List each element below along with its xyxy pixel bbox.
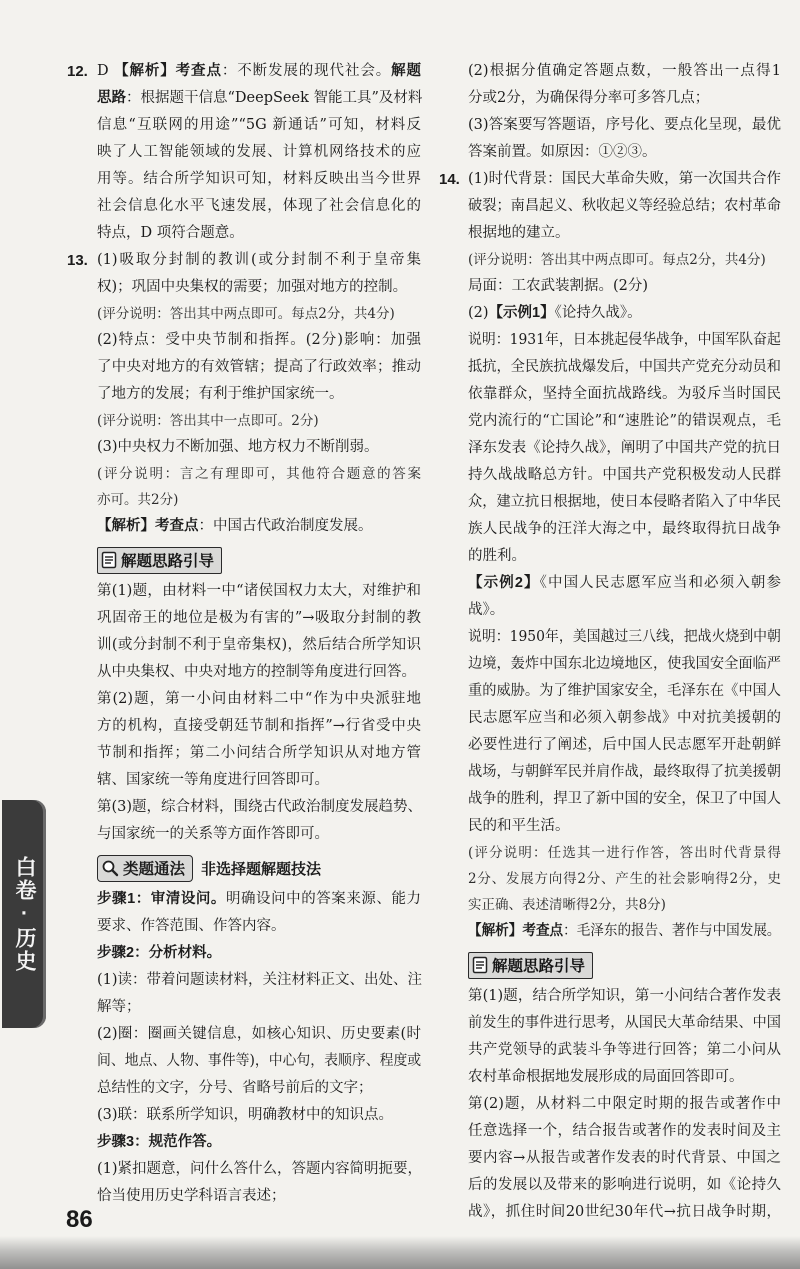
text-line — [97, 686, 421, 713]
text-line — [468, 381, 781, 408]
text-line — [468, 327, 781, 354]
text-line — [468, 543, 781, 570]
text-line — [97, 434, 421, 461]
text-line — [439, 166, 781, 193]
line-text: 第(3)题，综合材料，围绕古代政治制度发展趋势、 — [97, 799, 423, 815]
text-line — [97, 354, 421, 381]
text-line — [97, 381, 421, 408]
line-text: 第(1)题，由材料一中“诸侯国权力太大，对维护和 — [97, 583, 421, 599]
text-line — [97, 1075, 421, 1102]
text-line — [468, 112, 781, 139]
text-line — [468, 408, 781, 435]
method-tag-label: 类题通法 — [123, 861, 186, 878]
text-line — [67, 58, 421, 85]
line-text: 【示例2】《中国人民志愿军应当和必须入朝参 — [468, 575, 781, 591]
text-line — [468, 1145, 781, 1172]
line-text — [97, 940, 421, 967]
line-text: (3)联：联系所学知识，明确教材中的知识点。 — [97, 1107, 394, 1123]
guide-heading-row — [468, 949, 781, 981]
question-number: 14. — [439, 171, 460, 188]
side-tab-label: 白卷·历史 — [13, 855, 36, 973]
text-line — [468, 1118, 781, 1145]
text-line — [468, 300, 781, 327]
line-text: 方的机构，直接受朝廷节制和指挥”→行省受中央 — [97, 718, 421, 734]
bold-label: 【解析】考查点 — [114, 63, 222, 79]
line-text: (2)【示例1】《论持久战》。 — [468, 305, 642, 321]
line-text: 答案前置。如原因：①②③。 — [468, 144, 657, 160]
text-line — [97, 112, 421, 139]
line-text: 特点，D 项符合题意。 — [97, 225, 244, 241]
document-icon — [101, 551, 117, 569]
line-text: (1)读：带着问题读材料，关注材料正文、出处、注 — [97, 972, 423, 988]
line-text: 恰当使用历史学科语言表述； — [97, 1188, 286, 1204]
line-text: (评分说明：答出其中两点即可。每点2分，共4分) — [97, 306, 395, 322]
line-text: 了地方的发展；有利于维护国家统一。 — [97, 386, 344, 402]
text-line — [67, 247, 421, 274]
line-text: (2)特点：受中央节制和指挥。(2分)影响：加强 — [97, 332, 421, 348]
method-title: 非选择题解题技法 — [201, 860, 322, 878]
scoring-note-line — [97, 461, 421, 487]
text-line — [468, 354, 781, 381]
bold-label: 步骤1：审清设问。 — [97, 891, 226, 907]
text-line — [468, 462, 781, 489]
line-text: 说明：1950年，美国越过三八线，把战火烧到中朝 — [468, 629, 781, 645]
line-text: (评分说明：言之有理即可，其他符合题意的答案 — [97, 466, 421, 482]
question-number: 13. — [67, 252, 88, 269]
text-line — [97, 1183, 421, 1210]
line-text: 的胜利。 — [468, 548, 526, 564]
line-text: (2)根据分值确定答题点数，一般答出一点得1 — [468, 63, 781, 79]
text-line — [97, 513, 421, 540]
line-text: 农村革命根据地发展形成的局面回答即可。 — [468, 1069, 744, 1085]
text-line — [468, 678, 781, 705]
text-line — [468, 1091, 781, 1118]
line-text: 党内流行的“亡国论”和“速胜论”的错误观点，毛 — [468, 413, 781, 429]
line-text: 族人民战争的汪洋大海之中，最终取得抗日战争 — [468, 521, 781, 537]
line-text: (3)中央权力不断加强、地方权力不断削弱。 — [97, 439, 379, 455]
line-text: 【解析】考查点：中国古代政治制度发展。 — [97, 518, 373, 534]
text-line — [468, 624, 781, 651]
scoring-note-line — [468, 247, 781, 273]
line-text: (3)答案要写答题语，序号化、要点化呈现，最优 — [468, 117, 781, 133]
line-text: 说明：1931年，日本挑起侵华战争，中国军队奋起 — [468, 332, 781, 348]
line-text: 破裂；南昌起义、秋收起义等经验总结；农村革命 — [468, 198, 782, 214]
line-text: 边境，轰炸中国东北边境地区，使我国安全面临严 — [468, 656, 782, 672]
text-line — [97, 1021, 421, 1048]
text-line — [468, 570, 781, 597]
text-line — [97, 794, 421, 821]
text-line — [468, 1172, 781, 1199]
line-text: 战争的胜利，捍卫了新中国的安全，保卫了中国人 — [468, 791, 782, 807]
line-text: 步骤1：审清设问。明确设问中的答案来源、能力 — [97, 891, 421, 907]
text-line — [97, 994, 421, 1021]
text-line — [468, 732, 781, 759]
line-text: 抵抗，全民族抗战爆发后，中国共产党充分动员和 — [468, 359, 782, 375]
line-text: 亦可。共2分) — [97, 492, 179, 508]
line-text: 后的发展以及带来的影响进行说明，如《论持久 — [468, 1177, 781, 1193]
solution-guide-heading — [468, 952, 593, 979]
text-line — [468, 918, 781, 945]
text-line — [468, 273, 781, 300]
question-number: 12. — [67, 63, 88, 80]
scoring-note-line — [468, 840, 781, 866]
text-line — [97, 886, 421, 913]
text-line — [97, 659, 421, 686]
line-text: 与国家统一的关系等方面作答即可。 — [97, 826, 329, 842]
text-line — [97, 632, 421, 659]
text-line — [468, 651, 781, 678]
text-line — [468, 705, 781, 732]
line-text: 战》。 — [468, 602, 505, 618]
text-line — [97, 605, 421, 632]
line-text: 节制和指挥；第二小问结合所学知识从对地方管 — [97, 745, 421, 761]
bold-label: 步骤2：分析材料。 — [97, 945, 222, 961]
text-line — [97, 220, 421, 247]
text-line — [468, 983, 781, 1010]
method-heading-row — [97, 852, 421, 884]
text-line — [97, 713, 421, 740]
line-text: 泽东发表《论持久战》，阐明了中国共产党的抗日 — [468, 440, 781, 456]
line-text: 民志愿军应当和必须入朝参战》中对抗美援朝的 — [468, 710, 781, 726]
text-line — [97, 740, 421, 767]
line-text: 共产党领导的武装斗争等进行回答；第二小问从 — [468, 1042, 781, 1058]
line-text: (1)时代背景：国民大革命失败，第一次国共合作 — [468, 171, 781, 187]
text-line — [97, 327, 421, 354]
text-line — [468, 1010, 781, 1037]
line-text: 第(2)题，第一小问由材料二中“作为中央派驻地 — [97, 691, 421, 707]
line-text: (1)吸取分封制的教训(或分封制不利于皇帝集 — [97, 252, 421, 268]
bold-label: 【示例2】 — [468, 575, 540, 591]
text-line — [97, 193, 421, 220]
magnifier-icon — [101, 859, 119, 877]
line-text: 战》，抓住时间20世纪30年代→抗日战争时期， — [468, 1204, 781, 1220]
line-text: 解等； — [97, 999, 141, 1015]
line-text: D 【解析】考查点：不断发展的现代社会。解题 — [97, 63, 421, 79]
line-text: 间、地点、人物、事件等)，中心句，表顺序、程度或 — [97, 1053, 422, 1069]
text-line — [468, 813, 781, 840]
line-text: 信息“互联网的用途”“5G 新通话”可知，材料反 — [97, 117, 421, 133]
line-text: 用等。结合所学知识可知，材料反映出当今世界 — [97, 171, 421, 187]
line-text: 要内容→从报告或著作发表的时代背景、中国之 — [468, 1150, 781, 1166]
text-line — [468, 85, 781, 112]
line-text: 从中央集权、中央对地方的控制等角度进行回答。 — [97, 664, 416, 680]
page-number: 86 — [66, 1206, 93, 1233]
line-text: 民的和平生活。 — [468, 818, 570, 834]
text-line — [97, 578, 421, 605]
line-text: (2)圈：圈画关键信息，如核心知识、历史要素(时 — [97, 1026, 421, 1042]
bold-label: 【解析】考查点 — [97, 518, 199, 534]
line-text: 2分、发展方向得2分、产生的社会影响得2分，史 — [468, 871, 781, 887]
line-text: 第(1)题，结合所学知识，第一小问结合著作发表 — [468, 988, 781, 1004]
text-line — [468, 597, 781, 624]
text-line — [468, 193, 781, 220]
method-tag — [97, 855, 193, 882]
line-text — [97, 1129, 421, 1156]
line-text: 要求、作答范围、作答内容。 — [97, 918, 286, 934]
line-text: 局面：工农武装割据。(2分) — [468, 278, 649, 294]
text-line — [468, 435, 781, 462]
line-text: 映了人工智能领域的发展、计算机网络技术的应 — [97, 144, 421, 160]
text-line — [468, 489, 781, 516]
line-text: 前发生的事件进行思考，从国民大革命结果、中国 — [468, 1015, 782, 1031]
scoring-note-line — [97, 408, 421, 434]
line-text: 持久战战略总方针。中国共产党积极发动人民群 — [468, 467, 781, 483]
scoring-note-line — [468, 892, 781, 918]
bold-label: 思路 — [97, 90, 126, 106]
scoring-note-line — [468, 866, 781, 892]
text-line — [468, 220, 781, 247]
text-line — [97, 967, 421, 994]
line-text: (1)紧扣题意，问什么答什么，答题内容简明扼要， — [97, 1161, 423, 1177]
line-text: (评分说明：答出其中两点即可。每点2分，共4分) — [468, 252, 766, 268]
text-line — [97, 1102, 421, 1129]
text-line — [97, 1048, 421, 1075]
text-line — [468, 1064, 781, 1091]
line-text: 权)；巩固中央集权的需要；加强对地方的控制。 — [97, 279, 408, 295]
line-text: (评分说明：答出其中一点即可。2分) — [97, 413, 319, 429]
scan-shadow — [0, 1236, 800, 1269]
guide-heading-row — [97, 544, 421, 576]
line-text: 重的威胁。为了维护国家安全，毛泽东在《中国人 — [468, 683, 782, 699]
text-line — [97, 139, 421, 166]
text-line — [97, 166, 421, 193]
scoring-note-line — [97, 301, 421, 327]
line-text: 战场，与朝鲜军民并肩作战，最终取得了抗美援朝 — [468, 764, 782, 780]
left-column — [67, 58, 423, 1210]
line-text: 分或2分，为确保得分率可多答几点； — [468, 90, 710, 106]
guide-heading-label: 解题思路引导 — [492, 958, 586, 975]
bold-label: 步骤3：规范作答。 — [97, 1134, 222, 1150]
text-line — [468, 1199, 781, 1226]
text-line — [468, 58, 781, 85]
line-text: (评分说明：任选其一进行作答，答出时代背景得 — [468, 845, 781, 861]
line-text: 巩固帝王的地位是极为有害的”→吸取分封制的教 — [97, 610, 421, 626]
line-text: 总结性的文字，分号、省略号前后的文字； — [97, 1080, 373, 1096]
bold-label: 【解析】考查点 — [468, 923, 564, 939]
line-text: 社会信息化水平飞速发展，体现了社会信息化的 — [97, 198, 421, 214]
line-text: 实正确、表述清晰得2分，共8分) — [468, 897, 666, 913]
line-text: 必要性进行了阐述，后中国人民志愿军开赴朝鲜 — [468, 737, 781, 753]
solution-guide-heading — [97, 547, 222, 574]
text-line — [97, 274, 421, 301]
text-line — [97, 1156, 421, 1183]
scoring-note-line — [97, 487, 421, 513]
line-text: 任意选择一个，结合报告或著作的发表时间及主 — [468, 1123, 781, 1139]
line-text: 训(或分封制不利于皇帝集权)，然后结合所学知识 — [97, 637, 421, 653]
text-line — [97, 821, 421, 848]
line-text: 辖、国家统一等角度进行回答即可。 — [97, 772, 329, 788]
text-line — [468, 786, 781, 813]
line-text: 根据地的建立。 — [468, 225, 570, 241]
text-line — [97, 940, 421, 967]
line-text: 众，建立抗日根据地，使日本侵略者陷入了中华民 — [468, 494, 782, 510]
text-line — [468, 1037, 781, 1064]
text-line — [97, 85, 421, 112]
text-line — [468, 759, 781, 786]
bold-label: 解题 — [391, 63, 421, 79]
line-text: 第(2)题，从材料二中限定时期的报告或著作中 — [468, 1096, 781, 1112]
side-tab — [2, 800, 46, 1028]
text-line — [468, 516, 781, 543]
document-icon — [472, 956, 488, 974]
text-line — [97, 1129, 421, 1156]
right-column — [439, 58, 782, 1226]
guide-heading-label: 解题思路引导 — [121, 553, 215, 570]
text-line — [468, 139, 781, 166]
line-text: 思路：根据题干信息“DeepSeek 智能工具”及材料 — [97, 90, 423, 106]
line-text: 【解析】考查点：毛泽东的报告、著作与中国发展。 — [468, 923, 781, 939]
line-text: 依靠群众，坚持全面抗战路线。为驳斥当时国民 — [468, 386, 781, 402]
text-line — [97, 767, 421, 794]
bold-label: 【示例1】 — [488, 305, 555, 321]
line-text: 了中央对地方的有效管辖；提高了行政效率；推动 — [97, 359, 421, 375]
text-line — [97, 913, 421, 940]
